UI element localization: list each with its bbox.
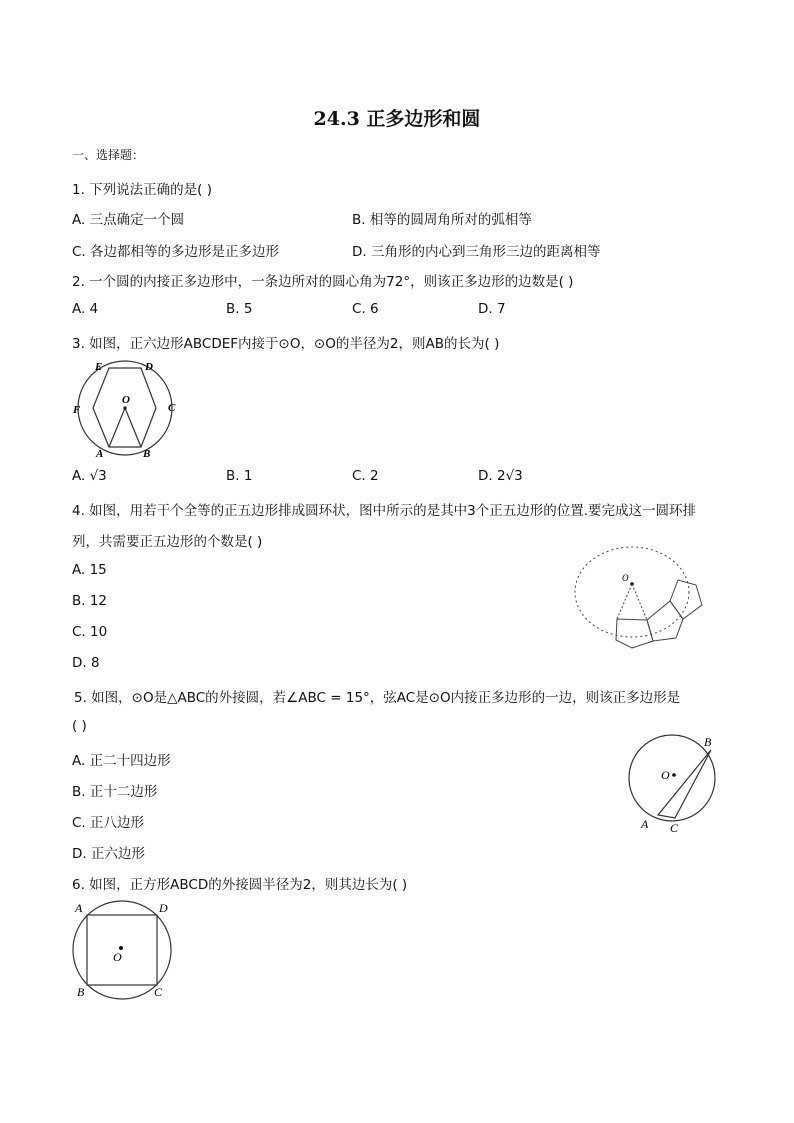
q5-label-b: B xyxy=(704,735,712,749)
q3-option-d: D. 2√3 xyxy=(478,468,523,484)
q5-option-d: D. 正六边形 xyxy=(72,846,145,862)
q5-stem-line1: 5. 如图，⊙O是△ABC的外接圆，若∠ABC = 15°，弦AC是⊙O内接正多边形的一边，则该正多边形是 xyxy=(74,690,681,706)
q5-label-a: A xyxy=(641,817,649,831)
q2-option-a: A. 4 xyxy=(72,301,99,317)
q4-option-b: B. 12 xyxy=(72,593,108,609)
q3-label-o: O xyxy=(122,394,130,406)
q2-option-d: D. 7 xyxy=(478,301,506,317)
page-title: 24.3 正多边形和圆 xyxy=(313,108,481,130)
q1-option-d: D. 三角形的内心到三角形三边的距离相等 xyxy=(352,244,601,260)
q4-label-o: O xyxy=(622,573,629,583)
q3-option-c: C. 2 xyxy=(352,468,379,484)
q5-option-c: C. 正八边形 xyxy=(72,815,145,831)
q5-label-c: C xyxy=(670,821,679,835)
q1-stem: 1. 下列说法正确的是( ) xyxy=(72,182,212,198)
q3-label-e: E xyxy=(95,361,103,373)
q6-square-figure xyxy=(70,898,180,1002)
q5-label-o: O xyxy=(661,768,670,782)
q4-option-c: C. 10 xyxy=(72,624,108,640)
q6-label-b: B xyxy=(77,985,85,999)
q6-label-a: A xyxy=(75,901,83,915)
q1-option-a: A. 三点确定一个圆 xyxy=(72,212,185,228)
q5-circle-triangle-figure xyxy=(625,730,729,840)
q3-label-f: F xyxy=(73,404,81,416)
q4-option-a: A. 15 xyxy=(72,562,107,578)
q3-option-b: B. 1 xyxy=(226,468,253,484)
q3-label-a: A xyxy=(96,448,104,460)
q5-option-b: B. 正十二边形 xyxy=(72,784,158,800)
q6-label-o: O xyxy=(113,950,122,964)
q5-stem-line2: ( ) xyxy=(72,718,87,734)
q3-label-b: B xyxy=(143,448,151,460)
q6-stem: 6. 如图，正方形ABCD的外接圆半径为2，则其边长为( ) xyxy=(72,877,408,893)
q2-option-c: C. 6 xyxy=(352,301,379,317)
q3-label-c: C xyxy=(168,402,176,414)
q6-label-d: D xyxy=(159,901,168,915)
section-heading: 一、选择题： xyxy=(72,148,145,162)
q1-option-c: C. 各边都相等的多边形是正多边形 xyxy=(72,244,280,260)
q4-stem-line1: 4. 如图，用若干个全等的正五边形排成圆环状，图中所示的是其中3个正五边形的位置.要完成这一圆环排 xyxy=(72,503,697,519)
q4-stem-line2: 列，共需要正五边形的个数是( ) xyxy=(72,534,263,550)
q3-hexagon-figure xyxy=(70,356,190,460)
q4-option-d: D. 8 xyxy=(72,655,100,671)
q6-label-c: C xyxy=(154,985,163,999)
q3-option-a: A. √3 xyxy=(72,468,107,484)
q2-option-b: B. 5 xyxy=(226,301,253,317)
q3-stem: 3. 如图，正六边形ABCDEF内接于⊙O，⊙O的半径为2，则AB的长为( ) xyxy=(72,336,500,352)
q3-label-d: D xyxy=(145,361,153,373)
q2-stem: 2. 一个圆的内接正多边形中，一条边所对的圆心角为72°，则该正多边形的边数是( ) xyxy=(72,274,574,290)
q5-option-a: A. 正二十四边形 xyxy=(72,753,171,769)
q1-option-b: B. 相等的圆周角所对的弧相等 xyxy=(352,212,532,228)
q4-pentagon-ring-figure xyxy=(570,544,710,654)
